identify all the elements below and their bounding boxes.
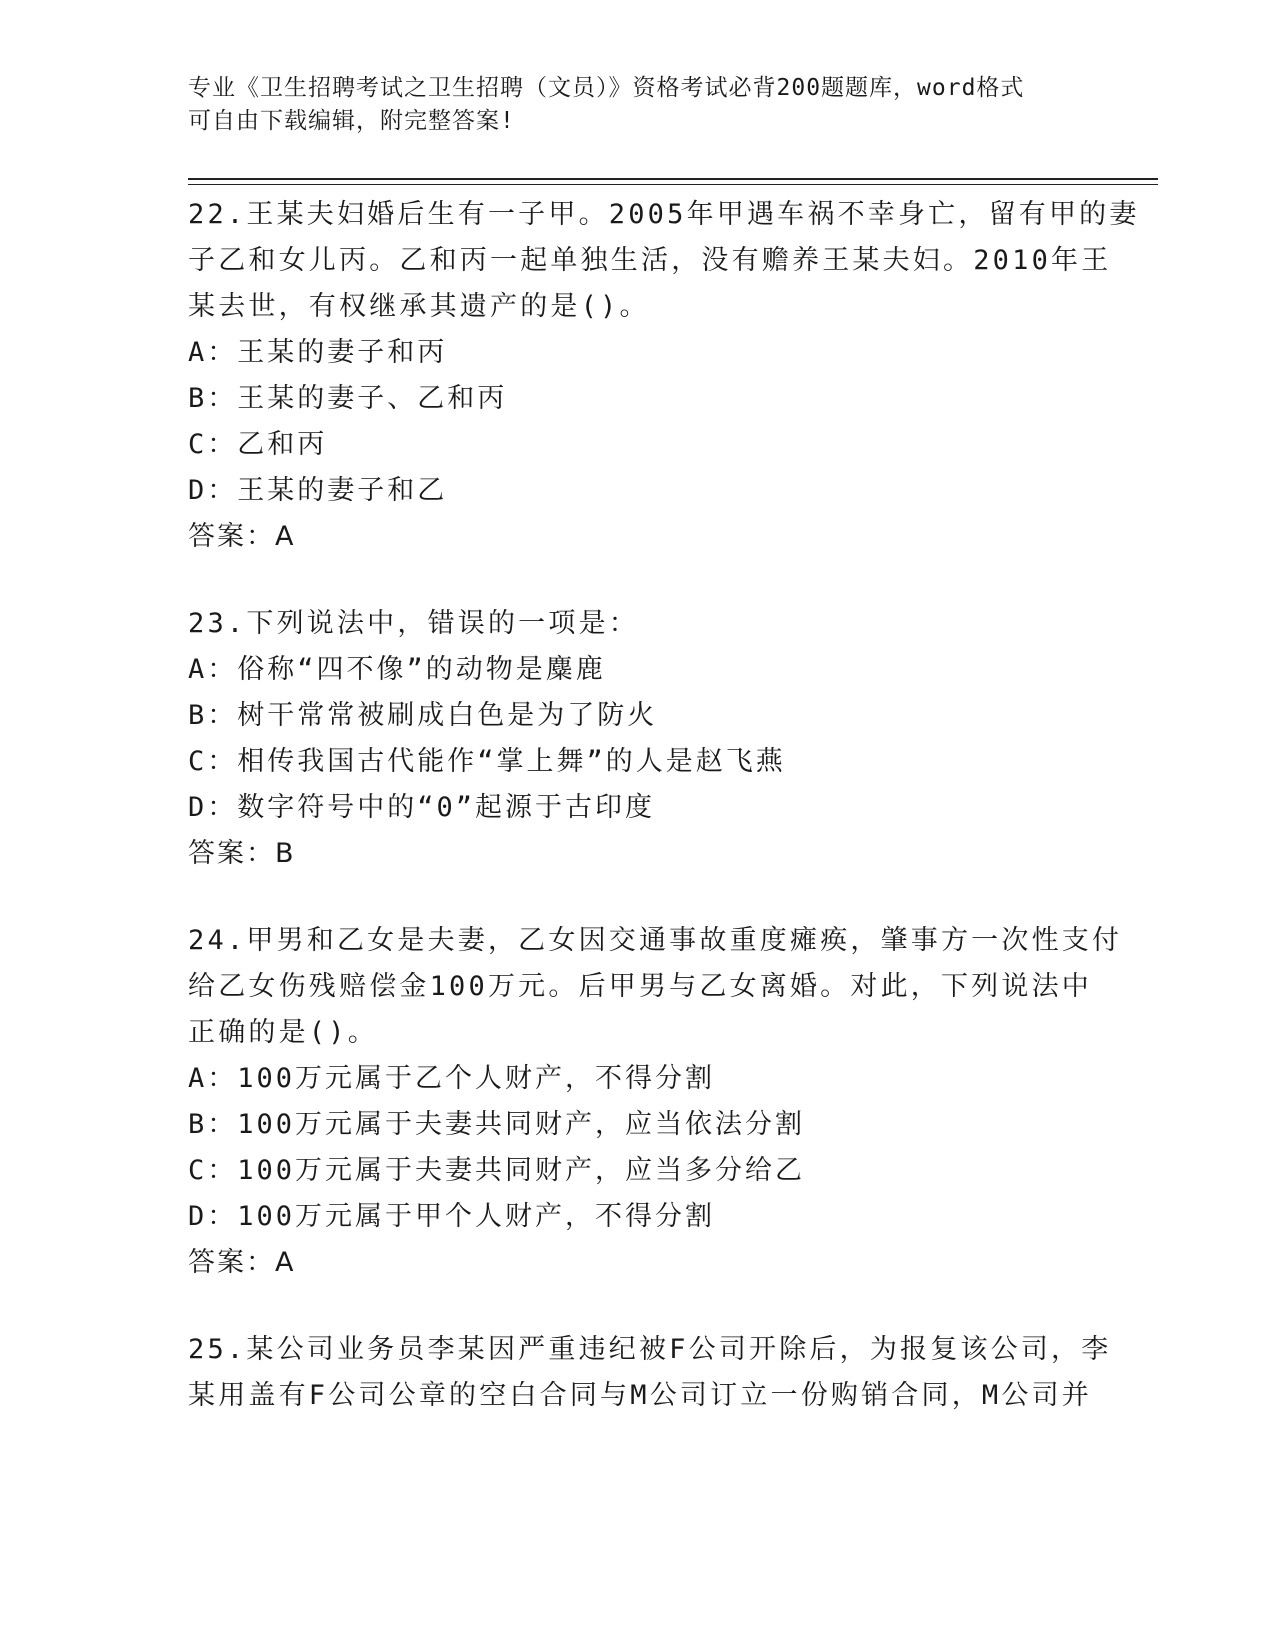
question-stem [188, 1327, 1112, 1419]
option-c: C：乙和丙 [188, 429, 328, 460]
question-23 [188, 601, 1088, 877]
stem-line: 子乙和女儿丙。乙和丙一起单独生活，没有赡养王某夫妇。2010年王 [188, 245, 1112, 276]
question-list [188, 192, 1140, 1460]
option-c: C：100万元属于夫妻共同财产，应当多分给乙 [188, 1155, 806, 1186]
stem-line: 给乙女伤残赔偿金100万元。后甲男与乙女离婚。对此，下列说法中 [188, 971, 1092, 1002]
answer-label: 答案：A [188, 521, 296, 552]
stem-line: 某去世，有权继承其遗产的是()。 [188, 291, 650, 322]
stem-line: 24.甲男和乙女是夫妻，乙女因交通事故重度瘫痪，肇事方一次性支付 [188, 925, 1123, 956]
option-d: D：王某的妻子和乙 [188, 475, 448, 506]
stem-line: 23.下列说法中，错误的一项是： [188, 608, 639, 639]
document-header [188, 72, 1088, 138]
header-divider-thin [188, 184, 1158, 185]
stem-line: 正确的是()。 [188, 1017, 378, 1048]
stem-line: 某用盖有F公司公章的空白合同与M公司订立一份购销合同，M公司并 [188, 1380, 1092, 1411]
question-25 [188, 1327, 1112, 1419]
header-line-1: 专业《卫生招聘考试之卫生招聘（文员）》资格考试必背200题题库，word格式 [188, 75, 1025, 101]
question-stem [188, 918, 1123, 1056]
option-a: A：王某的妻子和丙 [188, 337, 448, 368]
option-c: C：相传我国古代能作“掌上舞”的人是赵飞燕 [188, 746, 786, 777]
option-d: D：数字符号中的“0”起源于古印度 [188, 792, 656, 823]
stem-line: 25.某公司业务员李某因严重违纪被F公司开除后，为报复该公司，李 [188, 1334, 1112, 1365]
question-22 [188, 192, 1140, 560]
header-divider-thick [188, 178, 1158, 180]
option-a: A：100万元属于乙个人财产，不得分割 [188, 1063, 716, 1094]
option-d: D：100万元属于甲个人财产，不得分割 [188, 1201, 716, 1232]
question-stem [188, 601, 1088, 647]
question-24 [188, 918, 1123, 1286]
answer-label: 答案：B [188, 838, 296, 869]
question-stem [188, 192, 1140, 330]
option-b: B：树干常常被刷成白色是为了防火 [188, 700, 658, 731]
stem-line: 22.王某夫妇婚后生有一子甲。2005年甲遇车祸不幸身亡，留有甲的妻 [188, 199, 1140, 230]
header-line-2: 可自由下载编辑，附完整答案! [188, 108, 515, 134]
option-b: B：100万元属于夫妻共同财产，应当依法分割 [188, 1109, 806, 1140]
answer-label: 答案：A [188, 1247, 296, 1278]
option-a: A：俗称“四不像”的动物是麋鹿 [188, 654, 606, 685]
option-b: B：王某的妻子、乙和丙 [188, 383, 508, 414]
